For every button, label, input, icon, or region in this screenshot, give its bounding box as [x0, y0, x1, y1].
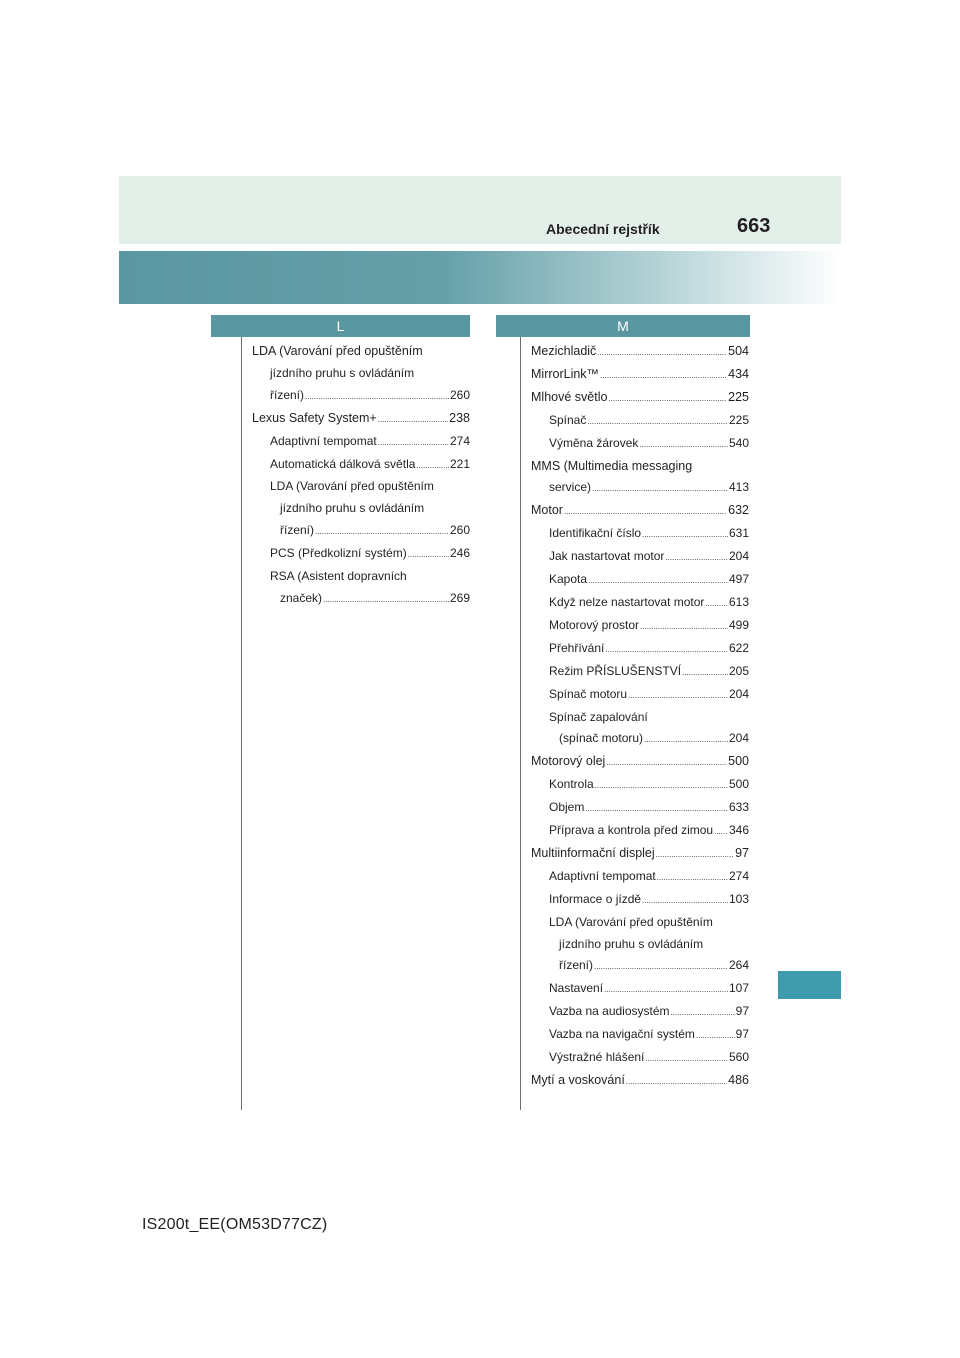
index-entry — [531, 751, 749, 774]
index-entry-page: 204 — [728, 731, 749, 746]
column-rule-right — [520, 316, 521, 1110]
index-entry — [531, 1001, 749, 1024]
index-entry — [531, 707, 749, 729]
index-entry-term: jízdního pruhu s ovládáním — [559, 936, 704, 951]
index-entry — [531, 934, 749, 956]
dot-leader — [378, 409, 448, 431]
index-entry — [531, 774, 749, 797]
index-entry-term: MMS (Multimedia messaging — [531, 458, 693, 473]
index-entry-page: 500 — [728, 754, 749, 769]
index-entry — [252, 341, 470, 363]
index-entry-term: Když nelze nastartovat motor — [549, 594, 705, 609]
index-entry-term: RSA (Asistent dopravních — [270, 569, 407, 584]
index-entry — [531, 456, 749, 478]
index-entry-page: 631 — [728, 526, 749, 541]
index-entry-term: Výstražné hlášení — [549, 1050, 645, 1065]
index-entry — [531, 433, 749, 456]
dot-leader — [645, 1048, 728, 1070]
index-entry-term: LDA (Varování před opuštěním — [549, 914, 713, 929]
index-entry-page: 486 — [728, 1073, 749, 1087]
index-entry-term: MirrorLink™ — [531, 366, 600, 381]
index-entry-page: 504 — [728, 344, 749, 358]
index-entry — [531, 843, 749, 866]
index-entry-page: 97 — [735, 1027, 749, 1042]
page-header-title: Abecední rejstřík — [546, 221, 660, 237]
index-entry-page: 613 — [728, 594, 749, 609]
index-entry — [531, 364, 749, 387]
index-entry — [531, 955, 749, 978]
index-entry — [252, 476, 470, 498]
index-entry-term: Identifikační číslo — [549, 526, 642, 541]
index-entry — [252, 408, 470, 431]
index-entry — [531, 569, 749, 592]
dot-leader — [305, 386, 449, 408]
index-entry-page: 560 — [728, 1050, 749, 1065]
header-band — [119, 176, 841, 244]
index-entry-term: Nastavení — [549, 981, 604, 996]
index-entry-page: 103 — [728, 891, 749, 906]
dot-leader — [656, 844, 734, 866]
index-entry-term: LDA (Varování před opuštěním — [270, 479, 434, 494]
index-entry-term: Informace o jízdě — [549, 891, 642, 906]
index-entry — [531, 477, 749, 500]
index-entry — [252, 454, 470, 477]
dot-leader — [323, 589, 449, 611]
dot-leader — [640, 616, 728, 638]
dot-leader — [639, 434, 728, 456]
decorative-gradient-band — [119, 251, 841, 304]
dot-leader — [604, 979, 728, 1001]
index-entry — [531, 820, 749, 843]
index-entry — [531, 728, 749, 751]
index-entry — [531, 523, 749, 546]
index-entry-term: Automatická dálková světla — [270, 456, 416, 471]
index-entry-term: Režim PŘÍSLUŠENSTVÍ — [549, 663, 682, 678]
index-entry — [531, 615, 749, 638]
index-entry-term: Přehřívání — [549, 640, 605, 655]
index-entry-term: Multiinformační displej — [531, 845, 655, 860]
chapter-side-tab — [778, 971, 841, 999]
index-entry-term: Spínač motoru — [549, 686, 628, 701]
index-entry-page: 540 — [728, 435, 749, 450]
index-entry — [252, 385, 470, 408]
index-entry — [531, 1047, 749, 1070]
index-entry-page: 497 — [728, 572, 749, 587]
dot-leader — [665, 547, 728, 569]
index-entry-term: Mezichladič — [531, 344, 597, 358]
index-entry — [252, 498, 470, 520]
page-number: 663 — [737, 215, 771, 237]
index-entry — [252, 363, 470, 385]
dot-leader — [714, 821, 728, 843]
index-entry-page: 97 — [735, 845, 749, 860]
index-entry-page: 499 — [728, 617, 749, 632]
index-entry-page: 225 — [728, 389, 749, 404]
section-letter-bar-m: M — [496, 315, 750, 337]
index-entry — [531, 546, 749, 569]
dot-leader — [606, 752, 727, 774]
index-entry-page: 97 — [735, 1004, 749, 1019]
section-letter-bar-l: L — [211, 315, 470, 337]
dot-leader — [416, 455, 449, 477]
index-entry-term: PCS (Předkolizní systém) — [270, 546, 407, 561]
index-entry — [531, 978, 749, 1001]
index-entry-term: Jak nastartovat motor — [549, 549, 665, 564]
index-entry — [252, 520, 470, 543]
index-entry-page: 238 — [449, 410, 470, 425]
index-entry-page: 622 — [728, 640, 749, 655]
index-entry-term: jízdního pruhu s ovládáním — [280, 501, 425, 516]
index-entry — [531, 341, 749, 364]
index-entry-page: 204 — [728, 686, 749, 701]
index-entry-term: Mlhové světlo — [531, 389, 608, 404]
dot-leader — [682, 662, 728, 684]
index-entry-term: Výměna žárovek — [549, 435, 639, 450]
dot-leader — [378, 432, 449, 454]
index-entry — [252, 431, 470, 454]
index-entry-term: Kapota — [549, 572, 588, 587]
index-entry — [531, 797, 749, 820]
index-entry-page: 413 — [728, 480, 749, 495]
dot-leader — [696, 1025, 735, 1047]
dot-leader — [671, 1002, 735, 1024]
index-entry-page: 205 — [728, 663, 749, 678]
index-entry — [531, 866, 749, 889]
dot-leader — [597, 342, 727, 364]
index-entry-term: (spínač motoru) — [559, 731, 644, 746]
column-rule-left — [241, 316, 242, 1110]
index-entry-term: Motorový prostor — [549, 617, 640, 632]
index-entry-page: 434 — [728, 366, 749, 381]
dot-leader — [644, 729, 728, 751]
index-entry — [531, 500, 749, 523]
index-entry-term: Mytí a voskování — [531, 1073, 625, 1087]
dot-leader — [315, 521, 449, 543]
index-entry-term: Příprava a kontrola před zimou — [549, 823, 714, 838]
index-entry-term: Vazba na audiosystém — [549, 1004, 670, 1019]
index-entry-term: Kontrola — [549, 777, 594, 792]
index-entry-term: Lexus Safety System+ — [252, 410, 377, 425]
index-entry-page: 632 — [728, 503, 749, 518]
dot-leader — [642, 890, 728, 912]
index-entry-term: Motor — [531, 503, 563, 518]
index-entry — [531, 1024, 749, 1047]
index-entry-term: řízení) — [280, 523, 315, 538]
index-entry — [531, 410, 749, 433]
index-entry-term: service) — [549, 480, 592, 495]
dot-leader — [705, 593, 728, 615]
dot-leader — [588, 570, 728, 592]
dot-leader — [626, 1071, 727, 1093]
index-entry-page: 260 — [449, 523, 470, 538]
dot-leader — [642, 524, 728, 546]
index-entry-page: 269 — [449, 590, 470, 605]
dot-leader — [585, 798, 728, 820]
dot-leader — [600, 365, 727, 387]
index-entry-term: Objem — [549, 800, 585, 815]
index-entry-term: Adaptivní tempomat — [549, 868, 656, 883]
dot-leader — [605, 639, 728, 661]
index-entry-term: Motorový olej — [531, 754, 606, 769]
index-entry-page: 500 — [728, 777, 749, 792]
index-entry — [531, 889, 749, 912]
index-entry — [531, 661, 749, 684]
index-column-l — [252, 341, 470, 611]
dot-leader — [657, 867, 728, 889]
dot-leader — [408, 544, 449, 566]
index-entry — [531, 592, 749, 615]
index-column-m — [531, 341, 749, 1093]
index-entry — [252, 588, 470, 611]
dot-leader — [592, 478, 728, 500]
index-entry-page: 260 — [449, 387, 470, 402]
index-entry-page: 107 — [728, 981, 749, 996]
index-entry-page: 274 — [449, 433, 470, 448]
dot-leader — [564, 501, 727, 523]
index-entry-page: 633 — [728, 800, 749, 815]
index-entry-term: LDA (Varování před opuštěním — [252, 344, 423, 358]
dot-leader — [608, 388, 727, 410]
index-entry — [252, 543, 470, 566]
index-entry-term: jízdního pruhu s ovládáním — [270, 365, 415, 380]
index-entry — [531, 912, 749, 934]
index-entry-page: 225 — [728, 412, 749, 427]
index-entry-page: 264 — [728, 958, 749, 973]
index-entry-page: 246 — [449, 546, 470, 561]
index-entry — [531, 684, 749, 707]
dot-leader — [628, 685, 728, 707]
index-entry-term: Spínač zapalování — [549, 709, 648, 724]
index-entry-term: značek) — [280, 590, 323, 605]
index-entry-term: Vazba na navigační systém — [549, 1027, 695, 1042]
index-entry-page: 204 — [728, 549, 749, 564]
dot-leader — [587, 411, 728, 433]
index-entry-page: 346 — [728, 823, 749, 838]
index-entry — [531, 1070, 749, 1093]
index-entry-term: Spínač — [549, 412, 587, 427]
index-entry — [531, 387, 749, 410]
index-entry-page: 274 — [728, 868, 749, 883]
index-entry-page: 221 — [449, 456, 470, 471]
index-entry-term: řízení) — [270, 387, 305, 402]
dot-leader — [594, 956, 728, 978]
document-code-footer: IS200t_EE(OM53D77CZ) — [142, 1216, 328, 1233]
index-entry — [531, 638, 749, 661]
index-entry — [252, 566, 470, 588]
dot-leader — [595, 775, 728, 797]
index-entry-term: Adaptivní tempomat — [270, 433, 377, 448]
index-entry-term: řízení) — [559, 958, 594, 973]
